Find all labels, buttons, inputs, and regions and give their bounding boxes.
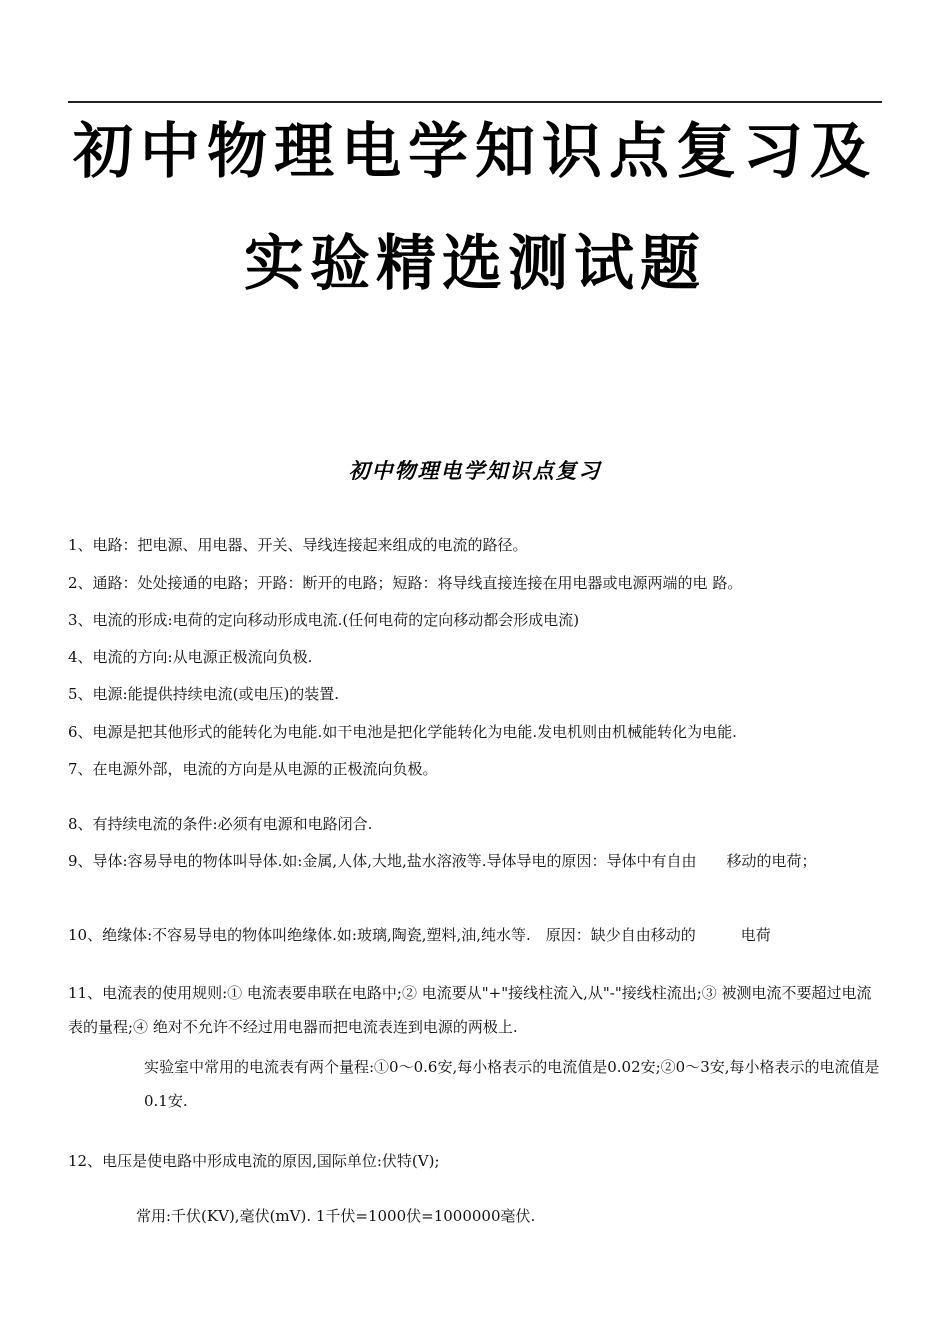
section-title: 初中物理电学知识点复习 bbox=[348, 458, 602, 483]
paragraph-ammeter-ranges: 实验室中常用的电流表有两个量程:①0～0.6安,每小格表示的电流值是0.02安;②0～3安,每小格表示的电流值是0.1安. bbox=[144, 1058, 880, 1110]
paragraph-item-4: 4、电流的方向:从电源正极流向负极. bbox=[68, 648, 313, 666]
paragraph-item-11: 11、电流表的使用规则:① 电流表要串联在电路中;② 电流要从"+"接线柱流入,从"-"接线柱流出;③ 被测电流不要超过电流表的量程;④ 绝对不允许不经过用电器而把电流表连到电源的两极上. bbox=[68, 984, 872, 1036]
paragraph-item-10: 10、绝缘体:不容易导电的物体叫绝缘体.如:玻璃,陶瓷,塑料,油,纯水等. 原因：缺少自由移动的 电荷 bbox=[68, 926, 771, 944]
document-title-line-1: 初中物理电学知识点复习及 bbox=[73, 117, 877, 187]
paragraph-item-2: 2、通路：处处接通的电路；开路：断开的电路；短路：将导线直接连接在用电器或电源两端的电 路。 bbox=[68, 574, 743, 592]
paragraph-item-12: 12、电压是使电路中形成电流的原因,国际单位:伏特(V); bbox=[68, 1152, 440, 1170]
paragraph-item-7: 7、在电源外部，电流的方向是从电源的正极流向负极。 bbox=[68, 760, 438, 778]
paragraph-item-9: 9、导体:容易导电的物体叫导体.如:金属,人体,大地,盐水溶液等.导体导电的原因：导体中有自由 移动的电荷； bbox=[68, 852, 817, 870]
paragraph-item-1: 1、电路：把电源、用电器、开关、导线连接起来组成的电流的路径。 bbox=[68, 536, 528, 554]
paragraph-item-5: 5、电源:能提供持续电流(或电压)的装置. bbox=[68, 685, 340, 703]
paragraph-item-3: 3、电流的形成:电荷的定向移动形成电流.(任何电荷的定向移动都会形成电流) bbox=[68, 611, 580, 629]
paragraph-item-8: 8、有持续电流的条件:必须有电源和电路闭合. bbox=[68, 815, 373, 833]
document-title-line-2: 实验精选测试题 bbox=[244, 229, 706, 299]
header-rule bbox=[68, 101, 882, 103]
paragraph-item-6: 6、电源是把其他形式的能转化为电能.如干电池是把化学能转化为电能.发电机则由机械能转化为电能. bbox=[68, 723, 737, 741]
paragraph-voltage-units: 常用:千伏(KV),毫伏(mV). 1千伏=1000伏=1000000毫伏. bbox=[136, 1207, 536, 1225]
